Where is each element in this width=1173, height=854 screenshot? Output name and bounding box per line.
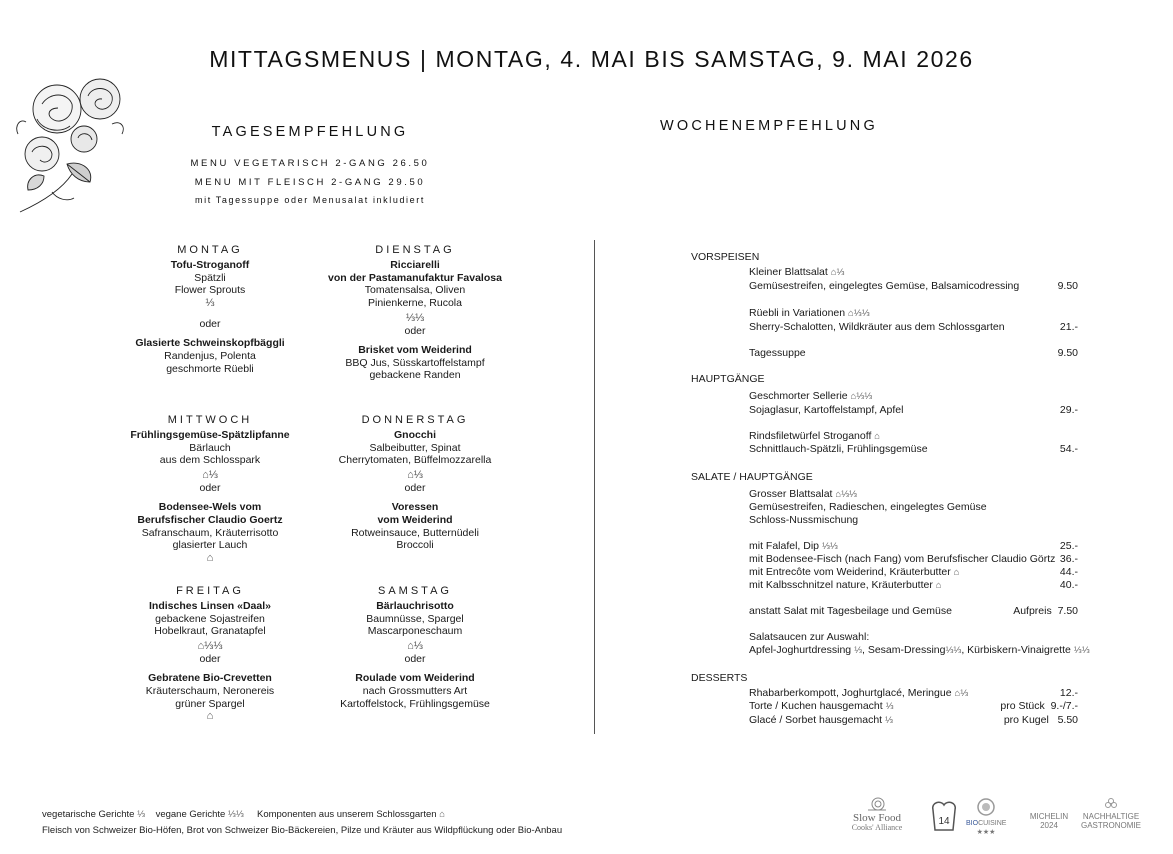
dish-title: Roulade vom Weiderind	[355, 671, 475, 684]
day-name: DIENSTAG	[375, 244, 455, 256]
day-montag	[110, 244, 310, 375]
dish-line: geschmorte Rüebli	[166, 362, 254, 375]
dish-line: Kartoffelstock, Frühlingsgemüse	[340, 697, 490, 710]
dish-line: Randenjus, Polenta	[164, 349, 256, 362]
dish-title: Brisket vom Weiderind	[358, 343, 472, 356]
salad-alternative: anstatt Salat mit Tagesbeilage und Gemüse	[749, 605, 952, 617]
dish-title: vom Weiderind	[377, 513, 453, 526]
column-divider	[594, 240, 595, 734]
oder-label: oder	[404, 324, 426, 337]
category-vorspeisen: VORSPEISEN	[691, 251, 760, 263]
dish-line: aus dem Schlosspark	[159, 454, 261, 467]
item-price: 9.50	[1057, 280, 1078, 292]
category-hauptgaenge: HAUPTGÄNGE	[691, 373, 765, 385]
dish-line: glasierter Lauch	[172, 539, 248, 552]
day-mittwoch	[110, 414, 310, 565]
diet-icons: ⌂	[206, 710, 214, 723]
dish-line: Flower Sprouts	[174, 284, 246, 297]
menu-item: Rhabarberkompott, Joghurtglacé, Meringue ⌂⅓	[749, 687, 969, 699]
diet-icons: ⅓	[205, 297, 215, 310]
snail-icon	[866, 796, 888, 812]
salad-option: mit Falafel, Dip ⅓⅓	[749, 540, 838, 552]
item-desc: Schloss-Nussmischung	[749, 514, 859, 526]
gault-millau-logo	[924, 800, 964, 836]
dish-title: Glasierte Schweinskopfbäggli	[135, 336, 285, 349]
diet-icons: ⅓	[885, 701, 894, 712]
menu-vegetarisch: MENU VEGETARISCH 2-GANG 26.50	[190, 158, 430, 169]
michelin-logo: MICHELIN 2024	[1029, 812, 1069, 830]
sauces-title: Salatsaucen zur Auswahl:	[749, 631, 870, 643]
menu-fleisch: MENU MIT FLEISCH 2-GANG 29.50	[194, 177, 426, 188]
menu-item: Tagessuppe	[749, 347, 806, 359]
diet-icons: ⌂⅓⅓	[848, 308, 870, 319]
item-desc: Gemüsestreifen, eingelegtes Gemüse, Balsamicodressing	[749, 280, 1020, 292]
menu-item: Grosser Blattsalat ⌂⅓⅓	[749, 488, 857, 500]
diet-icons: ⌂	[953, 567, 960, 578]
diet-icons: ⅓	[885, 715, 893, 726]
dish-line: grüner Spargel	[175, 697, 245, 710]
svg-text:14: 14	[938, 816, 950, 827]
rose-illustration	[12, 64, 132, 216]
dish-line: BBQ Jus, Süsskartoffelstampf	[345, 356, 485, 369]
dish-title: Bodensee-Wels vom	[158, 500, 262, 513]
bio-cuisine-logo: BIOCUISINE ★★★	[966, 797, 1006, 837]
item-price: pro Kugel 5.50	[1003, 714, 1078, 726]
diet-icons: ⌂⅓	[954, 688, 969, 699]
diet-icons: ⌂	[935, 580, 942, 591]
oder-label: oder	[404, 482, 426, 495]
sauces-list: Apfel-Joghurtdressing ⅓, Sesam-Dressing⅓⅓, Kürbiskern-Vinaigrette ⅓⅓	[749, 644, 1090, 656]
dish-title: Frühlingsgemüse-Spätzlipfanne	[130, 428, 290, 441]
dish-line: Safranschaum, Kräuterrisotto	[141, 526, 279, 539]
salad-option: mit Bodensee-Fisch (nach Fang) vom Berufsfischer Claudio Görtz	[749, 553, 1056, 565]
dish-line: Spätzli	[194, 271, 226, 284]
slow-food-logo: Slow Food Cooks' Alliance	[842, 796, 912, 832]
vegetarian-icon: ⅓	[137, 809, 145, 820]
dish-line: Salbeibutter, Spinat	[369, 441, 461, 454]
nachhaltige-gastronomie-logo: NACHHALTIGE GASTRONOMIE	[1076, 798, 1146, 830]
oder-label: oder	[199, 482, 221, 495]
day-dienstag	[315, 244, 515, 382]
dish-title: Voressen	[391, 500, 439, 513]
menu-item: Rindsfiletwürfel Stroganoff ⌂	[749, 430, 881, 442]
dish-line: Baumnüsse, Spargel	[366, 612, 464, 625]
item-desc: Gemüsestreifen, Radieschen, eingelegtes Gemüse	[749, 501, 987, 513]
item-price: Aufpreis 7.50	[1013, 605, 1078, 617]
dish-line: nach Grossmutters Art	[362, 684, 468, 697]
oder-label: oder	[404, 653, 426, 666]
item-desc: Sojaglasur, Kartoffelstampf, Apfel	[749, 404, 904, 416]
category-desserts: DESSERTS	[691, 672, 748, 684]
item-desc: Sherry-Schalotten, Wildkräuter aus dem Schlossgarten	[749, 321, 1005, 333]
menu-item: Kleiner Blattsalat ⌂⅓	[749, 266, 845, 278]
salad-option: mit Kalbsschnitzel nature, Kräuterbutter ⌂	[749, 579, 942, 591]
dish-title: Gnocchi	[393, 428, 436, 441]
dish-title: von der Pastamanufaktur Favalosa	[328, 271, 502, 284]
page-title: MITTAGSMENUS | MONTAG, 4. MAI BIS SAMSTAG, 9. MAI 2026	[209, 46, 974, 72]
vegan-icon: ⅓⅓	[227, 809, 244, 820]
diet-icons: ⌂⅓	[407, 640, 423, 653]
dish-title: Indisches Linsen «Daal»	[149, 599, 271, 612]
day-freitag	[110, 585, 310, 723]
diet-icons: ⌂⅓	[202, 469, 218, 482]
dish-line: gebackene Randen	[369, 369, 461, 382]
legend-line: vegetarische Gerichte ⅓ vegane Gerichte ⅓⅓ Komponenten aus unserem Schlossgarten ⌂	[42, 809, 445, 820]
toque-icon	[927, 800, 961, 834]
oder-label: oder	[199, 653, 221, 666]
category-salate: SALATE / HAUPTGÄNGE	[691, 471, 813, 483]
day-name: DONNERSTAG	[361, 414, 469, 426]
day-name: FREITAG	[176, 585, 244, 597]
day-name: MITTWOCH	[167, 414, 253, 426]
dish-line: Bärlauch	[189, 441, 231, 454]
dish-line: Hobelkraut, Granatapfel	[154, 625, 266, 638]
item-price: 29.-	[1059, 404, 1078, 416]
dish-line: Pinienkerne, Rucola	[368, 297, 462, 310]
menu-item: Torte / Kuchen hausgemacht ⅓	[749, 700, 894, 712]
bio-cuisine-icon	[976, 797, 996, 817]
diet-icons: ⌂⅓	[407, 469, 423, 482]
dish-title: Gebratene Bio-Crevetten	[148, 671, 272, 684]
menu-item: Glacé / Sorbet hausgemacht ⅓	[749, 714, 893, 726]
dish-line: Mascarponeschaum	[367, 625, 463, 638]
diet-icons: ⌂⅓⅓	[850, 391, 873, 402]
item-price: 44.-	[1059, 566, 1078, 578]
diet-icons: ⌂	[874, 431, 881, 442]
dish-title: Bärlauchrisotto	[376, 599, 454, 612]
dish-line: Rotweinsauce, Butternüdeli	[351, 526, 479, 539]
dish-title: Tofu-Stroganoff	[170, 258, 250, 271]
oder-label: oder	[199, 318, 221, 331]
diet-icons: ⌂⅓	[830, 267, 845, 278]
item-desc: Schnittlauch-Spätzli, Frühlingsgemüse	[749, 443, 928, 455]
dish-title: Ricciarelli	[390, 258, 440, 271]
tagesempfehlung-heading: TAGESEMPFEHLUNG	[211, 124, 409, 140]
item-price: 54.-	[1059, 443, 1078, 455]
clover-icon	[1105, 798, 1117, 810]
dish-line: gebackene Sojastreifen	[155, 612, 265, 625]
item-price: 25.-	[1059, 540, 1078, 552]
diet-icons: ⅓⅓	[821, 541, 838, 552]
garden-icon: ⌂	[439, 809, 445, 820]
item-price: 36.-	[1059, 553, 1078, 565]
menu-note: mit Tagessuppe oder Menusalat inkludiert	[195, 195, 425, 205]
day-donnerstag	[315, 414, 515, 552]
day-samstag	[315, 585, 515, 710]
dish-line: Kräuterschaum, Neronereis	[145, 684, 275, 697]
item-price: 21.-	[1059, 321, 1078, 333]
day-name: MONTAG	[177, 244, 243, 256]
dish-title: Berufsfischer Claudio Goertz	[137, 513, 283, 526]
salad-option: mit Entrecôte vom Weiderind, Kräuterbutter ⌂	[749, 566, 960, 578]
item-price: 9.50	[1057, 347, 1078, 359]
item-price: 12.-	[1059, 687, 1078, 699]
item-price: 40.-	[1059, 579, 1078, 591]
diet-icons: ⌂	[206, 552, 214, 565]
diet-icons: ⌂⅓⅓	[197, 640, 223, 653]
origin-note: Fleisch von Schweizer Bio-Höfen, Brot von Schweizer Bio-Bäckereien, Pilze und Kräuter aus Wildpflückung oder Bio-Anbau	[42, 825, 563, 836]
dish-line: Cherrytomaten, Büffelmozzarella	[338, 454, 492, 467]
wochenempfehlung-heading: WOCHENEMPFEHLUNG	[660, 118, 878, 134]
menu-item: Geschmorter Sellerie ⌂⅓⅓	[749, 390, 873, 402]
diet-icons: ⌂⅓⅓	[835, 489, 857, 500]
day-name: SAMSTAG	[378, 585, 452, 597]
diet-icons: ⅓⅓	[405, 311, 425, 324]
dish-line: Tomatensalsa, Oliven	[364, 284, 466, 297]
item-price: pro Stück 9.-/7.-	[1000, 700, 1078, 712]
dish-line: Broccoli	[396, 539, 434, 552]
menu-item: Rüebli in Variationen ⌂⅓⅓	[749, 307, 870, 319]
